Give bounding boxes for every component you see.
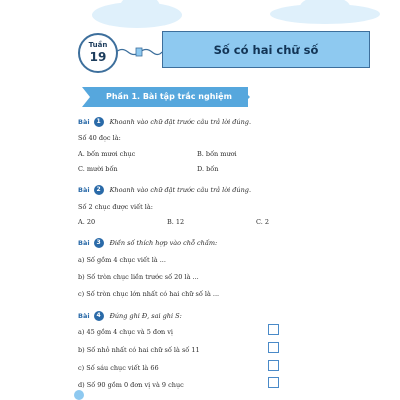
answer-option[interactable]: C. 2 bbox=[256, 218, 270, 226]
answer-option[interactable]: A. bốn mươi chục bbox=[78, 150, 136, 158]
exercise-2-header bbox=[78, 185, 251, 195]
exercise-label: Bài bbox=[78, 312, 90, 320]
exercise-4-header bbox=[78, 311, 182, 321]
answer-checkbox[interactable] bbox=[268, 324, 279, 335]
true-false-statement: c) Số sáu chục viết là 66 bbox=[78, 364, 159, 372]
answer-checkbox[interactable] bbox=[268, 377, 279, 388]
exercise-1-header bbox=[78, 117, 251, 127]
exercise-instruction: Khoanh vào chữ đặt trước câu trả lời đúng. bbox=[109, 186, 252, 194]
week-badge bbox=[78, 33, 118, 73]
true-false-statement: a) 45 gồm 4 chục và 5 đơn vị bbox=[78, 328, 173, 336]
answer-option[interactable]: C. mười bốn bbox=[78, 165, 118, 173]
answer-option[interactable]: B. bốn mươi bbox=[197, 150, 237, 158]
exercise-number: 3 bbox=[94, 238, 104, 248]
answer-option[interactable]: B. 12 bbox=[167, 218, 185, 226]
week-label: Tuần bbox=[88, 41, 108, 49]
lesson-title: Số có hai chữ số bbox=[162, 31, 370, 68]
fill-in-item[interactable]: c) Số tròn chục lớn nhất có hai chữ số là ... bbox=[78, 290, 220, 298]
exercise-number: 4 bbox=[94, 311, 104, 321]
exercise-label: Bài bbox=[78, 239, 90, 247]
exercise-3-header bbox=[78, 238, 217, 248]
exercise-instruction: Khoanh vào chữ đặt trước câu trả lời đúng. bbox=[109, 118, 252, 126]
fill-in-item[interactable]: a) Số gồm 4 chục viết là ... bbox=[78, 256, 166, 264]
exercise-instruction: Điền số thích hợp vào chỗ chấm: bbox=[109, 239, 218, 247]
exercise-label: Bài bbox=[78, 186, 90, 194]
exercise-number: 2 bbox=[94, 185, 104, 195]
true-false-statement: d) Số 90 gồm 0 đơn vị và 9 chục bbox=[78, 381, 184, 389]
week-number: 19 bbox=[89, 50, 107, 64]
answer-checkbox[interactable] bbox=[268, 360, 279, 371]
exercise-number: 1 bbox=[94, 117, 104, 127]
page-corner-decoration bbox=[74, 390, 84, 400]
answer-checkbox[interactable] bbox=[268, 342, 279, 353]
fill-in-item[interactable]: b) Số tròn chục liền trước số 20 là ... bbox=[78, 273, 199, 281]
exercise-label: Bài bbox=[78, 118, 90, 126]
exercise-instruction: Đúng ghi Đ, sai ghi S: bbox=[109, 312, 182, 320]
answer-option[interactable]: D. bốn bbox=[197, 165, 219, 173]
exercise-question: Số 40 đọc là: bbox=[78, 134, 121, 142]
part-title: Phần 1. Bài tập trắc nghiệm bbox=[82, 87, 248, 107]
answer-option[interactable]: A. 20 bbox=[78, 218, 96, 226]
part-banner-tip bbox=[240, 87, 250, 107]
part-banner-tail bbox=[82, 87, 90, 107]
rope-connector-icon bbox=[116, 47, 162, 57]
true-false-statement: b) Số nhỏ nhất có hai chữ số là số 11 bbox=[78, 346, 200, 354]
exercise-question: Số 2 chục được viết là: bbox=[78, 203, 153, 211]
